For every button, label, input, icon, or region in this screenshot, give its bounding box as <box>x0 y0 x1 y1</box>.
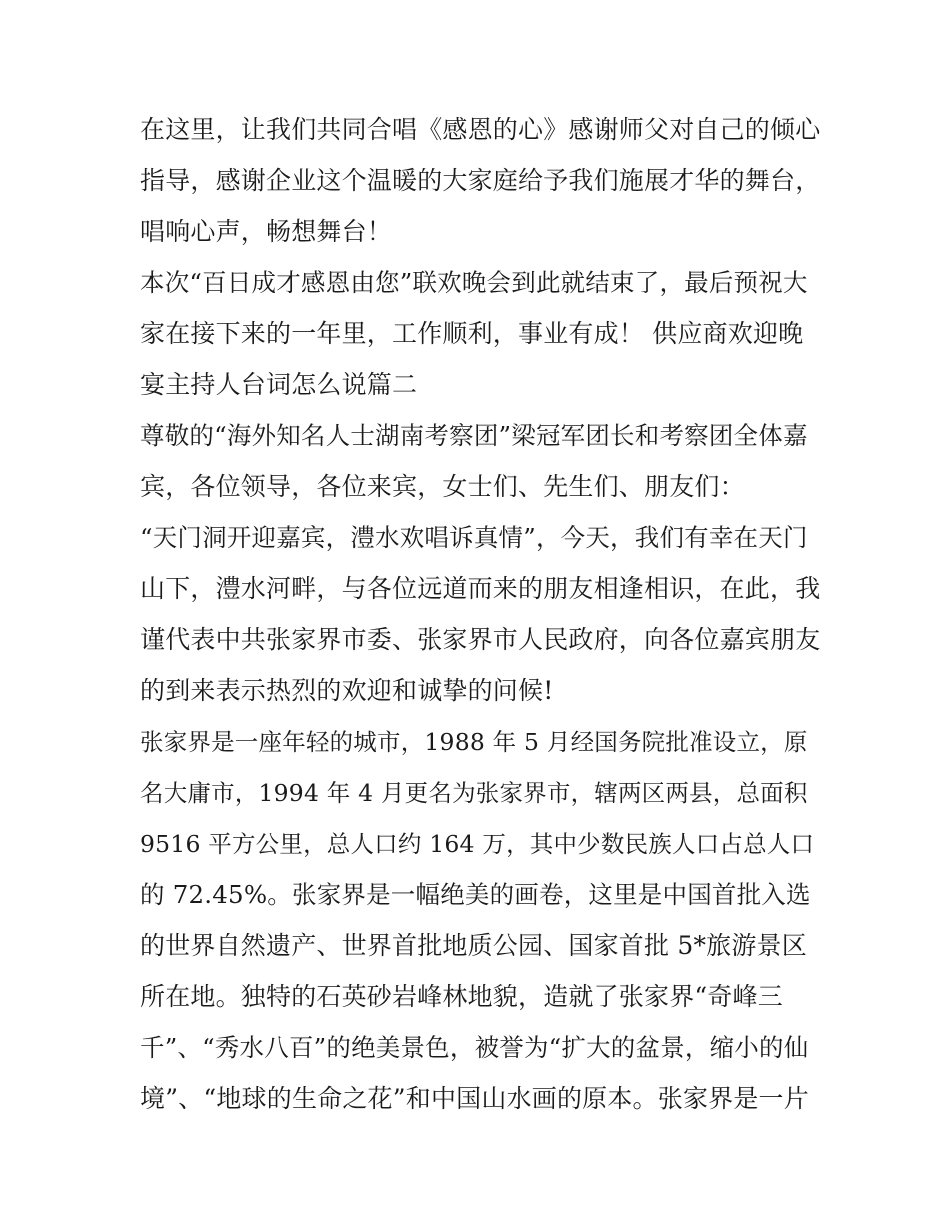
text-line: 境”、“地球的生命之花”和中国山水画的原本。张家界是一片 <box>140 1084 809 1113</box>
text-line: 本次“百日成才感恩由您”联欢晚会到此就结束了，最后预祝大 <box>140 268 808 297</box>
text-line: 所在地。独特的石英砂岩峰林地貌，造就了张家界“奇峰三 <box>140 982 783 1011</box>
text-line: 的世界自然遗产、世界首批地质公园、国家首批 5*旅游景区 <box>140 931 807 960</box>
text-line: 山下，澧水河畔，与各位远道而来的朋友相逢相识，在此，我 <box>140 574 821 603</box>
text-line: 宴主持人台词怎么说篇二 <box>140 370 418 399</box>
text-line: 家在接下来的一年里，工作顺利，事业有成！ 供应商欢迎晚 <box>140 319 804 348</box>
text-line: 宾，各位领导，各位来宾，女士们、先生们、朋友们： <box>140 472 745 501</box>
text-line: “天门洞开迎嘉宾，澧水欢唱诉真情”，今天，我们有幸在天门 <box>140 523 808 552</box>
text-line: 张家界是一座年轻的城市，1988 年 5 月经国务院批准设立，原 <box>140 728 808 756</box>
text-line: 尊敬的“海外知名人士湖南考察团”梁冠军团长和考察团全体嘉 <box>140 421 808 450</box>
text-line: 千”、“秀水八百”的绝美景色，被誉为“扩大的盆景，缩小的仙 <box>140 1033 809 1062</box>
text-line: 在这里，让我们共同合唱《感恩的心》感谢师父对自己的倾心 <box>140 115 821 144</box>
text-line: 指导，感谢企业这个温暖的大家庭给予我们施展才华的舞台， <box>140 166 821 195</box>
text-line: 9516 平方公里，总人口约 164 万，其中少数民族人口占总人口 <box>140 830 815 858</box>
text-line: 唱响心声，畅想舞台！ <box>140 217 393 246</box>
text-line: 的到来表示热烈的欢迎和诚挚的问候! <box>140 676 554 705</box>
text-line: 名大庸市，1994 年 4 月更名为张家界市，辖两区两县，总面积 <box>140 779 808 807</box>
text-line: 的 72.45%。张家界是一幅绝美的画卷，这里是中国首批入选 <box>140 880 811 909</box>
text-line: 谨代表中共张家界市委、张家界市人民政府，向各位嘉宾朋友 <box>140 625 821 654</box>
